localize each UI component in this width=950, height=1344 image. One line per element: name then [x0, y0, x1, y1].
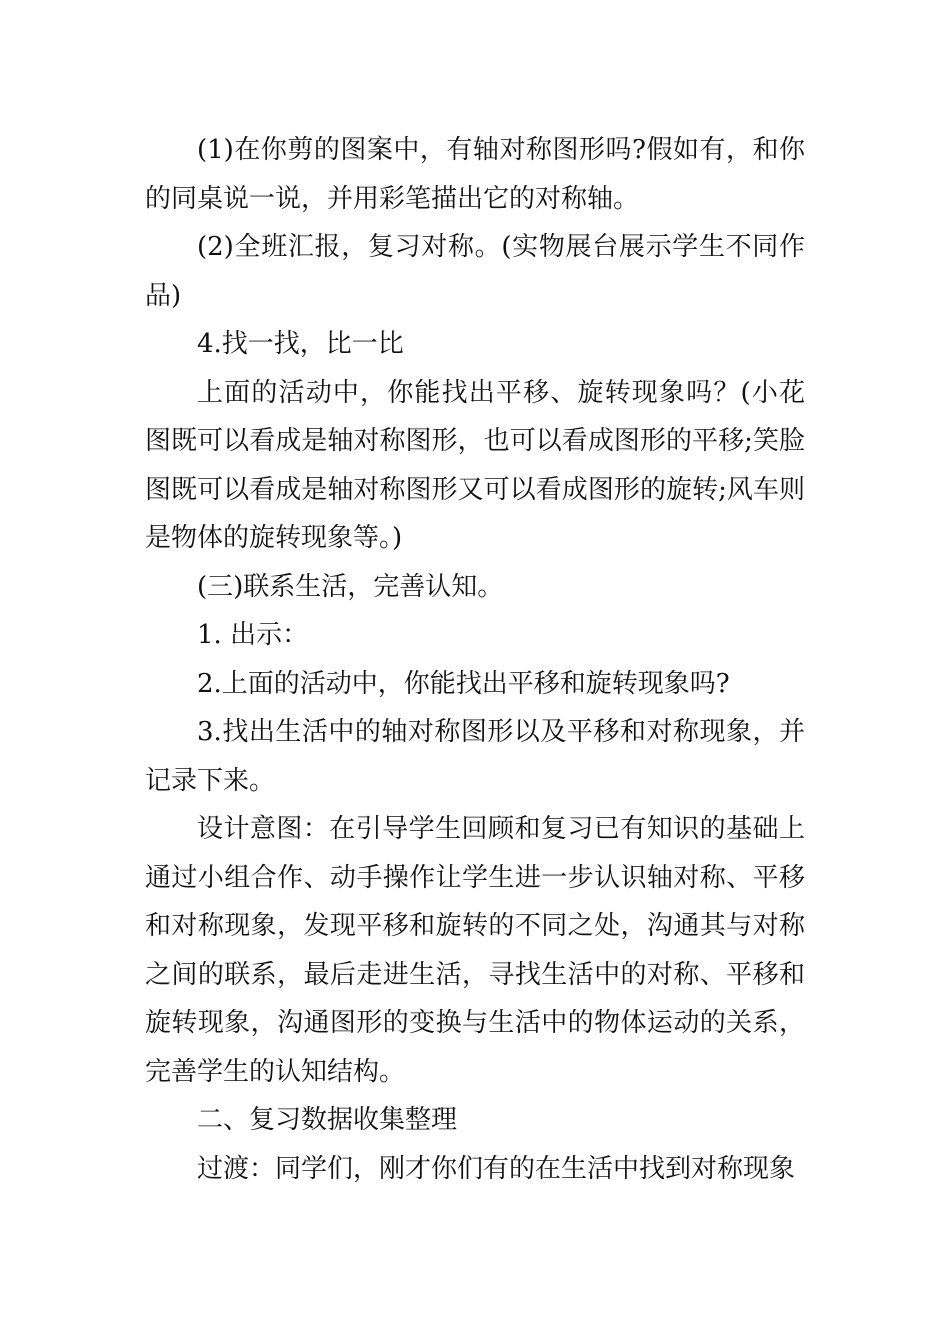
paragraph-6: 1. 出示：	[197, 620, 309, 650]
paragraph-11: 过渡：同学们，刚才你们有的在生活中找到对称现象	[197, 1153, 796, 1184]
paragraph-9-design-intent: 设计意图：在引导学生回顾和复习已有知识的基础上通过小组合作、动手操作让学生进一步认识轴对称、平移和对称现象，发现平移和旋转的不同之处，沟通其与对称之间的联系，最后走进生活，寻找生活中的对称、平移和旋转现象，沟通图形的变换与生活中的物体运动的关系，完善学生的认知结构。	[145, 814, 805, 1087]
paragraph-1: (1)在你剪的图案中，有轴对称图形吗?假如有，和你的同桌说一说，并用彩笔描出它的对称轴。	[145, 135, 805, 214]
paragraph-3-heading: 4.找一找，比一比	[197, 329, 404, 359]
paragraph-8: 3.找出生活中的轴对称图形以及平移和对称现象，并记录下来。	[145, 717, 805, 796]
paragraph-7: 2.上面的活动中，你能找出平移和旋转现象吗?	[197, 668, 730, 699]
paragraph-5-heading: (三)联系生活，完善认知。	[197, 571, 504, 602]
paragraph-2: (2)全班汇报，复习对称。(实物展台展示学生不同作品)	[145, 232, 805, 311]
paragraph-10-heading: 二、复习数据收集整理	[197, 1105, 458, 1135]
document-page	[145, 126, 805, 1193]
paragraph-4: 上面的活动中，你能找出平移、旋转现象吗？(小花图既可以看成是轴对称图形，也可以看成图形的平移;笑脸图既可以看成是轴对称图形又可以看成图形的旋转;风车则是物体的旋转现象等。)	[145, 377, 805, 553]
